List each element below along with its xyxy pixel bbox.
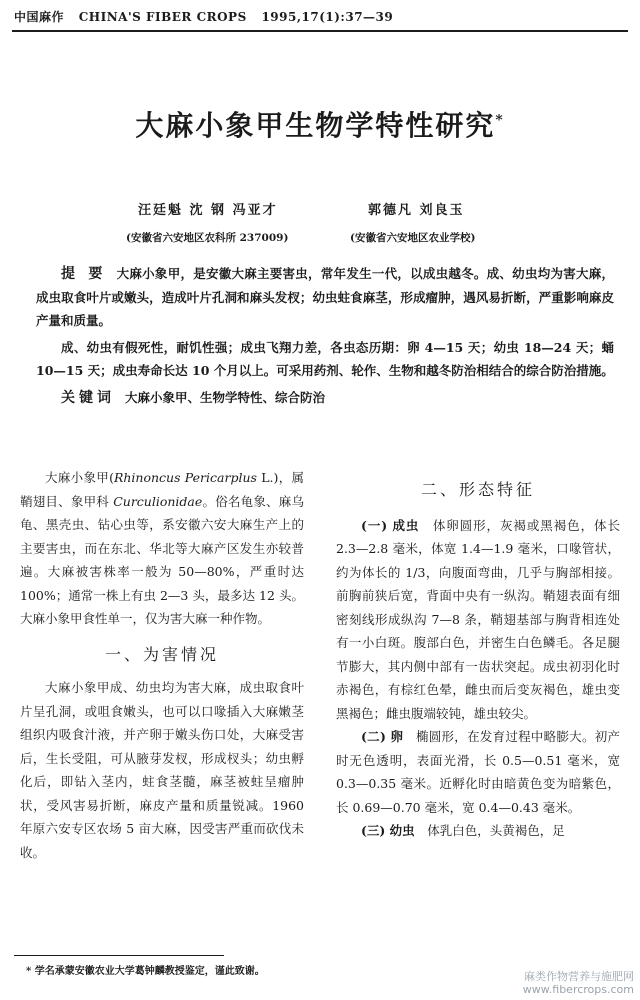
watermark-line-1: 麻类作物营养与施肥网 (524, 970, 634, 983)
damage-paragraph: 大麻小象甲成、幼虫均为害大麻，成虫取食叶片呈孔洞，或咀食嫩头，也可以口喙插入大麻嫩茎组织内吸食汁液，并产卵于嫩头伤口处，大麻受害后，生长受阻，可从腋芽发杈，形成杈头；幼虫孵化后，即钻入茎内，蛀食茎髓，麻茎被蛀呈瘤肿状，受风害易折断，麻皮产量和质量锐减。1960 年原六安专区农场 5 亩大麻，因受害严重而砍伐未收。 (20, 680, 304, 860)
footnote: * 学名承蒙安徽农业大学葛钟麟教授鉴定，谨此致谢。 (26, 966, 265, 977)
header-rule (12, 30, 628, 32)
keywords-text: 大麻小象甲、生物学特性、综合防治 (125, 390, 326, 405)
journal-name-en: CHINA'S FIBER CROPS (78, 10, 247, 24)
adult-text: 体卵圆形，灰褐或黑褐色，体长 2.3—2.8 毫米，体宽 1.4—1.9 毫米，口喙管状，约为体长的 1/3，向腹面弯曲，几乎与胸部相接。前胸前狭后宽，背面中央有一纵沟。鞘翅表面有细密刻线形成纵沟 7—8 条，鞘翅基部与胸背相连处有一小白斑。腹部白色，并密生白色鳞毛。各足腿节膨大，其内侧中部有一齿状突起。成虫初羽化时赤褐色，有棕红色晕，雌虫而后变灰褐色，雄虫变黑褐色；雌虫腹端较钝，雄虫较尖。 (336, 517, 620, 721)
adult-paragraph (336, 514, 620, 726)
abstract-paragraph-1 (36, 262, 614, 332)
abstract (36, 262, 614, 414)
intro-text-a: 大麻小象甲( (45, 470, 114, 485)
abstract-text-1: 大麻小象甲，是安徽大麻主要害虫，常年发生一代，以成虫越冬。成、幼虫均为害大麻，成虫取食叶片或嫩头，造成叶片孔洞和麻头发杈；幼虫蛀食麻茎，形成瘤肿，遇风易折断，严重影响麻皮产量和质量。 (36, 266, 614, 328)
larva-paragraph (336, 819, 620, 843)
scientific-name: Rhinoncus Pericarplus (113, 470, 257, 485)
section-heading-damage: 一、为害情况 (104, 644, 219, 664)
egg-label: (二) 卵 (361, 729, 404, 744)
author-group-2: 郭德凡 刘良玉 (368, 203, 465, 218)
running-head (14, 8, 626, 28)
egg-paragraph (336, 725, 620, 819)
footnote-rule (14, 955, 224, 956)
site-watermark (523, 970, 634, 996)
egg-text: 椭圆形，在发育过程中略膨大。初产时无色透明，表面光滑，长 0.5—0.51 毫米，宽 0.3—0.35 毫米。近孵化时由暗黄色变为暗紫色，长 0.69—0.70 毫米，宽 0.4—0.43 毫米。 (336, 729, 620, 815)
larva-label: (三) 幼虫 (361, 823, 415, 838)
affiliation-2: (安徽省六安地区农业学校) (350, 232, 476, 244)
intro-text-b: L.)，属鞘翅目、象甲科 (20, 470, 305, 509)
larva-text: 体乳白色，头黄褐色，足 (427, 823, 565, 838)
family-name: Curculionidae (113, 493, 203, 509)
article-title (0, 104, 640, 144)
citation: 1995,17(1):37—39 (261, 10, 394, 24)
intro-paragraph (20, 466, 304, 631)
left-column (20, 466, 304, 864)
keywords (36, 386, 614, 410)
abstract-label: 提 要 (61, 266, 107, 282)
journal-name-cn: 中国麻作 (14, 10, 65, 24)
title-text: 大麻小象甲生物学特性研究 (135, 109, 496, 142)
watermark-line-2: www.fibercrops.com (522, 983, 634, 996)
adult-label: (一) 成虫 (361, 517, 420, 533)
section-heading-morphology: 二、形态特征 (420, 480, 535, 499)
author-group-1: 汪廷魁 沈 钢 冯亚才 (138, 203, 278, 218)
title-footnote-mark: * (495, 112, 505, 129)
keywords-label: 关键词 (61, 390, 115, 406)
abstract-paragraph-2: 成、幼虫有假死性，耐饥性强；成虫飞翔力差，各虫态历期：卵 4—15 天；幼虫 18—24 天；蛹 10—15 天；成虫寿命长达 10 个月以上。可采用药剂、轮作、生物和越冬防治相结合的综合防治措施。 (36, 340, 614, 378)
intro-text-c: 。俗名龟象、麻乌龟、黑壳虫、钻心虫等，系安徽六安大麻生产上的主要害虫，而在东北、华北等大麻产区发生亦较普遍。大麻被害株率一般为 50—80%，严重时达 100%；通常一株上有虫 2—3 头，最多达 12 头。大麻小象甲食性单一，仅为害大麻一种作物。 (20, 493, 304, 626)
affiliation-1: (安徽省六安地区农科所 237009) (126, 232, 289, 244)
right-column (336, 468, 620, 843)
